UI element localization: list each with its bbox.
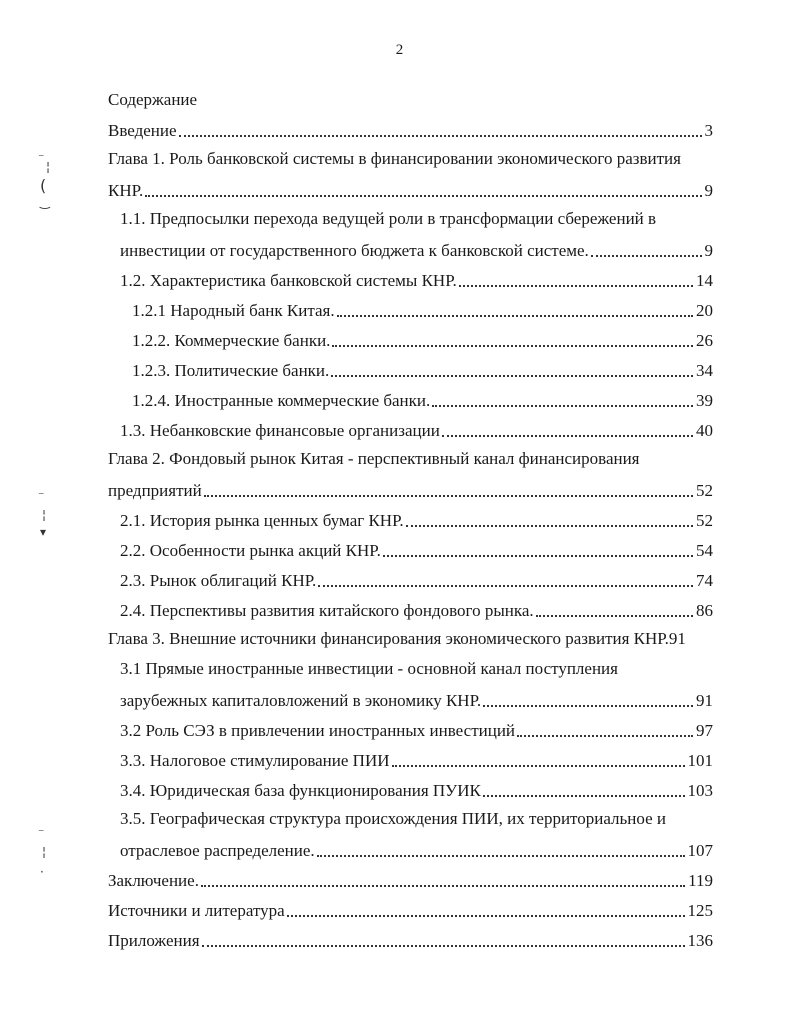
dot-leader: [591, 255, 702, 257]
toc-entry-page: 74: [696, 571, 713, 590]
toc-entry-1-1: [120, 208, 713, 232]
toc-entry-title: 1.2.2. Коммерческие банки.: [132, 331, 331, 350]
toc-entry-3-4: [120, 778, 713, 802]
binding-hole-mark: ¦: [42, 508, 47, 522]
toc-entry-page: 40: [696, 421, 713, 440]
toc-entry-title: Глава 2. Фондовый рынок Китая - перспективный канал финансирования: [108, 449, 640, 468]
toc-entry-page: 39: [696, 391, 713, 410]
toc-entry-title: 1.2.3. Политические банки.: [132, 361, 330, 380]
toc-entry-title: Приложения: [108, 931, 200, 950]
toc-entry-title: 1.2. Характеристика банковской системы КНР.: [120, 271, 457, 290]
toc-entry-chapter-2-cont: [108, 478, 713, 502]
toc-entry-page: 103: [687, 781, 713, 800]
toc-entry-page: 14: [696, 271, 713, 290]
toc-entry-page: 54: [696, 541, 713, 560]
toc-entry-chapter-3: [108, 628, 713, 652]
toc-entry-page: 9: [704, 181, 713, 200]
toc-entry-3-3: [120, 748, 713, 772]
toc-entry-2-1: [120, 508, 713, 532]
toc-entry-1-2-4: [132, 388, 713, 412]
toc-entry-title: Заключение.: [108, 871, 199, 890]
toc-entry-title: 3.4. Юридическая база функционирования ПУИК: [120, 781, 481, 800]
toc-entry-title: 2.2. Особенности рынка акций КНР.: [120, 541, 381, 560]
toc-entry-title: Глава 1. Роль банковской системы в финансировании экономического развития: [108, 149, 681, 168]
toc-entry-page: 125: [687, 901, 713, 920]
dot-leader: [202, 945, 685, 947]
toc-entry-chapter-1-cont: [108, 178, 713, 202]
toc-entry-sources: [108, 898, 713, 922]
dot-leader: [406, 525, 693, 527]
toc-entry-title: Введение: [108, 121, 177, 140]
binding-hole-mark: ⁻: [38, 825, 45, 839]
toc-entry-title: предприятий: [108, 481, 202, 500]
toc-entry-title: 3.1 Прямые иностранные инвестиции - основной канал поступления: [120, 659, 618, 678]
toc-entry-title: 2.1. История рынка ценных бумаг КНР.: [120, 511, 404, 530]
toc-entry-title: Глава 3. Внешние источники финансирования экономического развития КНР.91: [108, 629, 686, 648]
dot-leader: [287, 915, 685, 917]
dot-leader: [483, 705, 693, 707]
toc-entry-title: 1.3. Небанковские финансовые организации: [120, 421, 440, 440]
toc-entry-title: 1.1. Предпосылки перехода ведущей роли в трансформации сбережений в: [120, 209, 657, 228]
dot-leader: [331, 375, 693, 377]
toc-entry-2-4: [120, 598, 713, 622]
toc-entry-title: отраслевое распределение.: [120, 841, 315, 860]
dot-leader: [483, 795, 685, 797]
toc-entry-page: 91: [696, 691, 713, 710]
dot-leader: [517, 735, 693, 737]
toc-entry-page: 97: [696, 721, 713, 740]
toc-entry-3-5: [120, 808, 713, 832]
toc-entry-title: 1.2.4. Иностранные коммерческие банки.: [132, 391, 431, 410]
dot-leader: [337, 315, 693, 317]
toc-entry-3-5-cont: [120, 838, 713, 862]
toc-entry-title: Источники и литература: [108, 901, 285, 920]
dot-leader: [204, 495, 693, 497]
toc-entry-title: 3.2 Роль СЭЗ в привлечении иностранных инвестиций: [120, 721, 516, 740]
toc-entry-page: 3: [704, 121, 713, 140]
binding-hole-mark: ‿: [40, 195, 50, 209]
toc-entry-page: 26: [696, 331, 713, 350]
dot-leader: [383, 555, 693, 557]
toc-entry-page: 101: [687, 751, 713, 770]
toc-entry-title: 2.4. Перспективы развития китайского фондового рынка.: [120, 601, 534, 620]
toc-entry-title: зарубежных капиталовложений в экономику КНР.: [120, 691, 482, 710]
binding-hole-mark: ⁻: [38, 150, 45, 164]
toc-entry-title: 3.5. Географическая структура происхождения ПИИ, их территориальное и: [120, 809, 666, 828]
dot-leader: [318, 585, 693, 587]
dot-leader: [317, 855, 685, 857]
toc-entry-page: 119: [688, 871, 713, 890]
toc-entry-introduction: [108, 118, 713, 142]
toc-entry-page: 86: [696, 601, 713, 620]
toc-entry-page: 20: [696, 301, 713, 320]
toc-entry-chapter-2: [108, 448, 713, 472]
binding-hole-mark: (: [40, 176, 47, 195]
dot-leader: [442, 435, 693, 437]
toc-entry-1-2-2: [132, 328, 713, 352]
dot-leader: [201, 885, 685, 887]
toc-heading: Содержание: [108, 90, 198, 109]
binding-hole-mark: ·: [40, 865, 44, 879]
binding-hole-mark: ⁻: [38, 488, 45, 502]
dot-leader: [432, 405, 693, 407]
toc-entry-page: 52: [696, 511, 713, 530]
toc-entry-page: 136: [687, 931, 713, 950]
dot-leader: [179, 135, 702, 137]
toc-entry-3-2: [120, 718, 713, 742]
toc-entry-3-1-cont: [120, 688, 713, 712]
toc-entry-3-1: [120, 658, 713, 682]
dot-leader: [536, 615, 693, 617]
toc-entry-1-2: [120, 268, 713, 292]
binding-hole-mark: ▾: [40, 525, 47, 539]
toc-entry-page: 107: [687, 841, 713, 860]
toc-entry-appendices: [108, 928, 713, 952]
binding-hole-mark: ¦: [42, 845, 47, 859]
toc-entry-chapter-1: [108, 148, 713, 172]
toc-entry-1-3: [120, 418, 713, 442]
toc-entry-1-2-3: [132, 358, 713, 382]
toc-entry-page: 9: [704, 241, 713, 260]
toc-entry-conclusion: [108, 868, 713, 892]
dot-leader: [392, 765, 685, 767]
toc-entry-title: 3.3. Налоговое стимулирование ПИИ: [120, 751, 390, 770]
toc-entry-1-1-cont: [120, 238, 713, 262]
dot-leader: [459, 285, 693, 287]
toc-entry-title: 1.2.1 Народный банк Китая.: [132, 301, 335, 320]
toc-entry-title: КНР.: [108, 181, 144, 200]
dot-leader: [145, 195, 701, 197]
binding-hole-mark: ¦: [46, 160, 51, 174]
toc-entry-page: 52: [696, 481, 713, 500]
toc-entry-title: инвестиции от государственного бюджета к банковской системе.: [120, 241, 589, 260]
toc-entry-title: 2.3. Рынок облигаций КНР.: [120, 571, 317, 590]
toc-entry-1-2-1: [132, 298, 713, 322]
toc-entry-page: 34: [696, 361, 713, 380]
dot-leader: [332, 345, 693, 347]
page-number: 2: [395, 42, 404, 58]
toc-entry-2-3: [120, 568, 713, 592]
toc-entry-2-2: [120, 538, 713, 562]
